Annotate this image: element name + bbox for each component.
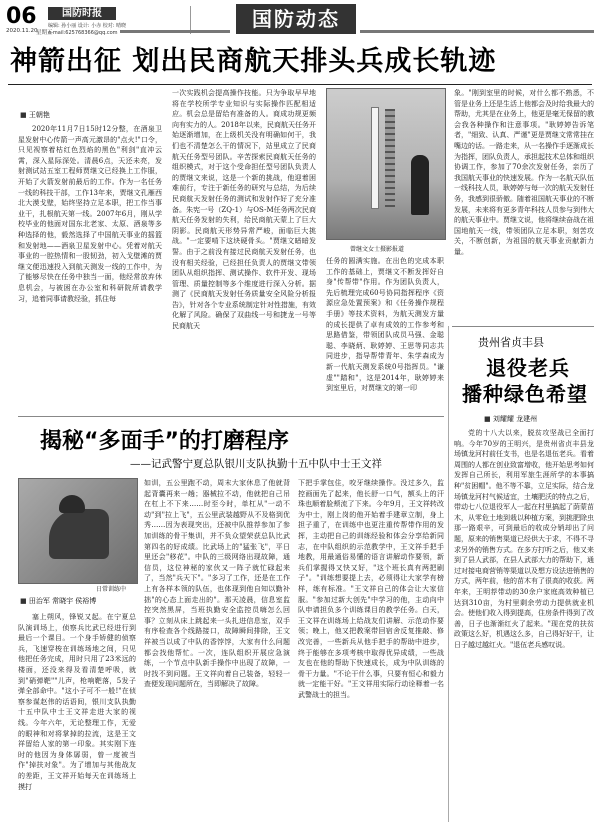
helmet-illustration xyxy=(59,495,85,513)
article2-col3 xyxy=(298,478,444,824)
article1-col4 xyxy=(454,88,594,324)
paper-logo: 国防时报 xyxy=(48,7,116,20)
issue-date: 2020.11.20 xyxy=(6,28,38,34)
byline-marker-icon: ■ xyxy=(20,597,27,605)
issue-weekday: 星期五 xyxy=(36,30,53,36)
article2-top-rule xyxy=(18,416,444,417)
side-story-title-1: 退役老兵 xyxy=(486,356,570,380)
main-headline: 神箭出征 划出民商航天排头兵成长轨迹 xyxy=(10,46,497,77)
article1-photo xyxy=(326,88,446,240)
launch-tower-illustration xyxy=(385,109,395,207)
article1-byline xyxy=(20,110,50,120)
article2-text-col3: 下把手掌包住，咬牙继续操作。没过多久，监控画面先了起来，他长舒一口气，额头上的汗珠也顺着脸颊流了下来。今年9月，王文祥转改为中士，刚上岗的他开始着手建章立制，身上担子重了，在训练中也更注重传帮带作用的发挥，主动把自己的训练经验和体会分享给新同志，在中队组织的示范教学中，王文祥手把手地教，用最通俗易懂的语言讲解动作要领，新兵们掌握得又快又好，"这个班长真有两把刷子"。"训练想要提上去，必须得让大家学有榜样，练有标准。"王文祥自己的体会让大家信服。"参加过新大创先"中学习的他，主动向中队申请担负多个训练课目的教学任务。白天，王文祥在训练场上给战友们讲解、示范动作要领；晚上，他又把教案带回宿舍反复推敲、修改完善，一些新兵从他手把手的帮助中进步，终于能够在多项考核中取得优异成绩，一些战友也在他的帮助下快速成长，成为中队训练的骨干力量。"不论干什么事，只要有恒心和毅力就一定能干好。"王文祥用实际行动诠释着一名武警战士的担当。 xyxy=(298,479,444,699)
article1-text-col2: 一次实践机会提高操作技能。只为争取早早地将在学校所学专业知识与实际操作匹配相适应。机会总是留给有准备的人。商成功规更频向有实力的人。2018年以来，民商航天任务开始逐渐增加，在上级机关没有明确如何干，我们也不清楚怎么干的情况下，站里成立了民商航天任务型号团队。辛苦探索民商航天任务的组织模式，对于这个受命担任型号团队负责人的贾继文来说，这是一个新的挑战，他迎着困难前行，专注于新任务的研究与总结，为后续民商航天发射任务的测试和发射作好了充分准备。朱宪一号（ZQ-1）与OS-M任务两次民商航天任务发射的失利，给民商航天蒙上了巨大阴影。民商航天形势异常严峻，面临巨大挑战。"一定要啃下这块硬骨头。"贾继文暗暗发誓。由于之前没有接过民商航天发射任务，也没有相关经验，已经担任负责人的贾继文带领团队从组织指挥、测试操作、软件开发、现场管理、质量控制等多个维度进行深入分析。据测了《民商航天发射任务质量安全风险分析报告》，针对各个专业系统制定针对性措施，有效化解了风险。确保了双曲线一号和捷龙一号等民商航天 xyxy=(172,89,316,331)
article1-col1 xyxy=(18,124,162,406)
side-story-author: 刘耀耀 龙建州 xyxy=(492,415,538,423)
article2-text-col1: 塞上朔风，锋锐又起。在宁夏总队演训场上，侦察兵比武已经进行到最后一个课目。一个身手矫健的侦察兵，飞速穿梭在训练场地之间，只见他把任务完成，用时只用了23米远的楼面，还没来得及看清楚呼吸，就到"硝弹靶""儿声，枪响靶落，5发子弹全部命中。"这小子可不一般!"在侦察参谋赵伟的话语间，银川支队执勤十五中队中士王文祥走进大家的视线。今年六年，无论整理工作，无爱的眼神和对将掌掉的拉流，这是王文祥留给人家的第一印象。其实刚下连时的他因为身体孱弱，曾一度被当作"掉扶对象"。为了增加与其他战友的差距，王文祥开始每天在训练场上摸打 xyxy=(18,613,136,791)
side-story-byline xyxy=(484,414,537,424)
masthead-bar xyxy=(360,30,594,33)
side-story-title-2: 播种绿色希望 xyxy=(462,382,588,406)
page-number: 06 xyxy=(6,4,37,29)
article1-col2 xyxy=(172,88,316,406)
article1-text-col4: 象。"刚到室里的时候，对什么都不熟悉，不管是业务上还是生活上他都会及时给我最大的帮助，尤其是在业务上，他更是毫无保留的教会我各种操作和注意事项。"耿婷婷告诉笔者，"细致、认真、严谨"更是贾继文常常挂在嘴边的话。一路走来，从一名操作手逐渐成长为指挥，团队负责人，承担起技术总体和组织协调工作，参加了70余次发射任务，亲历了我国航天事业的快速发展。作为一名航天队伍一线科技人员，耿婷婷与每一次的航天发射任务，我感到很骄傲。随着祖国航天事业的不断发展，未来将有更多青年科技人员参与到伟大的航天事业中。贾继文说，他将继续奋战在祖国地航天一线，带领团队立足本职，刻苦攻关，不断创新，为祖国的航天事业贡献新力量。 xyxy=(454,89,594,256)
side-story-kicker: 贵州省贞丰县 xyxy=(478,336,544,349)
article2-photo xyxy=(18,478,138,584)
article2-byline xyxy=(20,596,96,606)
headline-rule xyxy=(8,84,592,85)
byline-marker-icon: ■ xyxy=(484,415,491,423)
article2-author: 田治军 常晓宇 侯裕博 xyxy=(28,597,97,605)
article2-subtitle: ——记武警宁夏总队银川支队执勤十五中队中士王文祥 xyxy=(130,458,382,470)
article2-title-text: 揭秘“多面手”的打磨程序 xyxy=(40,429,289,454)
article2-text-col2: 如训，五公里跑不动，周末大家休息了他就背起背囊再来一趟；器械拉不动，他就把自己吊在杠上不下来……时至今时，单杠从"一动不动"到"拉上飞"，五公里武装越野从不及格到优秀……因为表现突出，还被中队推荐参加了参加训练的骨干集训，并不负众望荣获总队比武第四名的好成绩。比武场上的"猛张飞"，平日里还会"移花"。中队的三级网络出现故障，通信员，这位神秘的家伙又一阵子就忙碌起来了，当然"兵天下"。"多习了工作，还是在工作上有各样本领的队伍，也体现到他自知以勤补拙"的心态上面走出的"。那天凌晨，信息室监控突然黑屏，当班执勤安全监控员嗨怎么回事？立刻从床上跳起来一头扎进信息室，双手有序检查各个线路接口，故障瞬间排除，王文祥被当以成了中队的香饽饽，大家有什么问题都会找他帮忙。一次，连队组织开展应急演练，一个节点中队新手操作中出现了故障，一时找不到问题。王文祥向着自己装备，轻轻一查便发现问题所在，当即解决了故障。 xyxy=(144,479,290,689)
masthead xyxy=(0,0,600,40)
article2-col2 xyxy=(144,478,290,824)
article1-col3 xyxy=(326,256,444,406)
editor-credits: 编辑: 孙小丽 设计: 小赤 校对: 晴晓 xyxy=(48,23,127,29)
article2-title xyxy=(40,424,289,455)
article1-text-col1: 2020年11月7日15时12分整，在酒泉卫星发射中心传箭一声高元激昂的"点火!"口令，只见视察着枯红色烈焰的黑色"利剑"直冲云霄，深入星际深处。清晨6点，天还未亮，发射测试站五室工程师贾继文已经换上工作服，开始了火箭发射前最后的工作。作为一名任务一线的科技干部，工作13年来，贾继文孔雁西北大漠戈壁，始终坚持立足本职，把工作当事业干，扎根航天第一线。2007年6月，刚从学校毕业的他面对国东北老家、太原、酒泉等多种选择的他，毅然选择了中国航天事业的摇篮和发射地——酒泉卫星发射中心。凭着对航天事业的一腔热情和一股韧劲，初入戈壁滩的贾继文便迅速投入到航天测发一线的工作中，为了能够尽快在任务中独当一面，他经常放弃休息机会，与被困在办公室和科研院所请教学习，追着同事请教经验，抓住每 xyxy=(18,125,162,303)
soldier-silhouette xyxy=(49,509,109,559)
rocket-illustration xyxy=(371,107,379,209)
masthead-bar-left xyxy=(120,30,230,33)
person-silhouette xyxy=(411,155,429,215)
side-story-left-rule xyxy=(448,326,449,822)
side-story-top-rule xyxy=(452,326,594,327)
article2-col1 xyxy=(18,612,136,824)
side-story-text: 党的十八大以来，脱贫攻坚战已全面打响。今年70岁的王明兴，是贵州省贞丰县龙场镇龙河村前任支书，也是名退伍老兵。看着周围的人都在创业致富增收，他开始思考如何发挥自己所长，利用军旅生涯所学的本事搞种"贫困帽"。他不等不靠，立足实际，结合龙场镇龙河村气候适宜，土壤肥沃的特点之后，带动七八位退役军人一起在村里搞起了荫蒙苗木，从零危土地到栽以种植方案，到挑肥除虫那一路艰辛，可到最后的收成分销却出了问题，原来的销售渠道已经供大于求，不得不寻求另外的销售方式。在多方打听之后，他又来到了县人武部，在县人武部大力的帮助下，通过对接电商营销等渠道以及想方设法进销售的方式，两年前，他的苗木有了很高的收获。两年来，王明荐带动的30余户家庭高效种植已达到310亩，为村里剩余劳动力提供就业机会。使他们收入得到提高，住房条件得到了改善，日子也渐渐红火了起来。"现在党的扶贫政策这么好，机遇这么多，自己得好好干，让日子越过越红火。"退伍老兵感叹说。 xyxy=(454,429,594,649)
article2-photo-caption: 日常训练中 xyxy=(96,586,127,593)
byline-marker-icon: ■ xyxy=(20,111,27,119)
article1-photo-caption: 曾继文女士摄影报道 xyxy=(350,246,405,253)
article1-text-col3: 任务的圆满实施。在出色的完成本职工作的基础上，贾继文不断发挥好自身"传帮带"作用。作为团队负责人，先后梳理完成60号协同指挥程序《资源应急处置预案》和《任务操作规程手册》等技术资料，为航天测发方量的成长提供了卓有成效的工作参考和思路借鉴，带领团队成员马强、金聪聪、李晓炳、耿婷婷、王思等同志共同进步，指导帮带青年、朱学森成为新一代航天测发系统0号指挥员。"谦虚""踏和"，这是2014年，耿婷婷来到室里后，对贾继文的第一印 xyxy=(326,257,444,393)
editor-email: e-mail:625768366@qq.com xyxy=(48,30,118,36)
section-title: 国防动态 xyxy=(236,4,356,34)
article1-author: 王朝艳 xyxy=(28,111,50,119)
side-story-body xyxy=(454,428,594,822)
